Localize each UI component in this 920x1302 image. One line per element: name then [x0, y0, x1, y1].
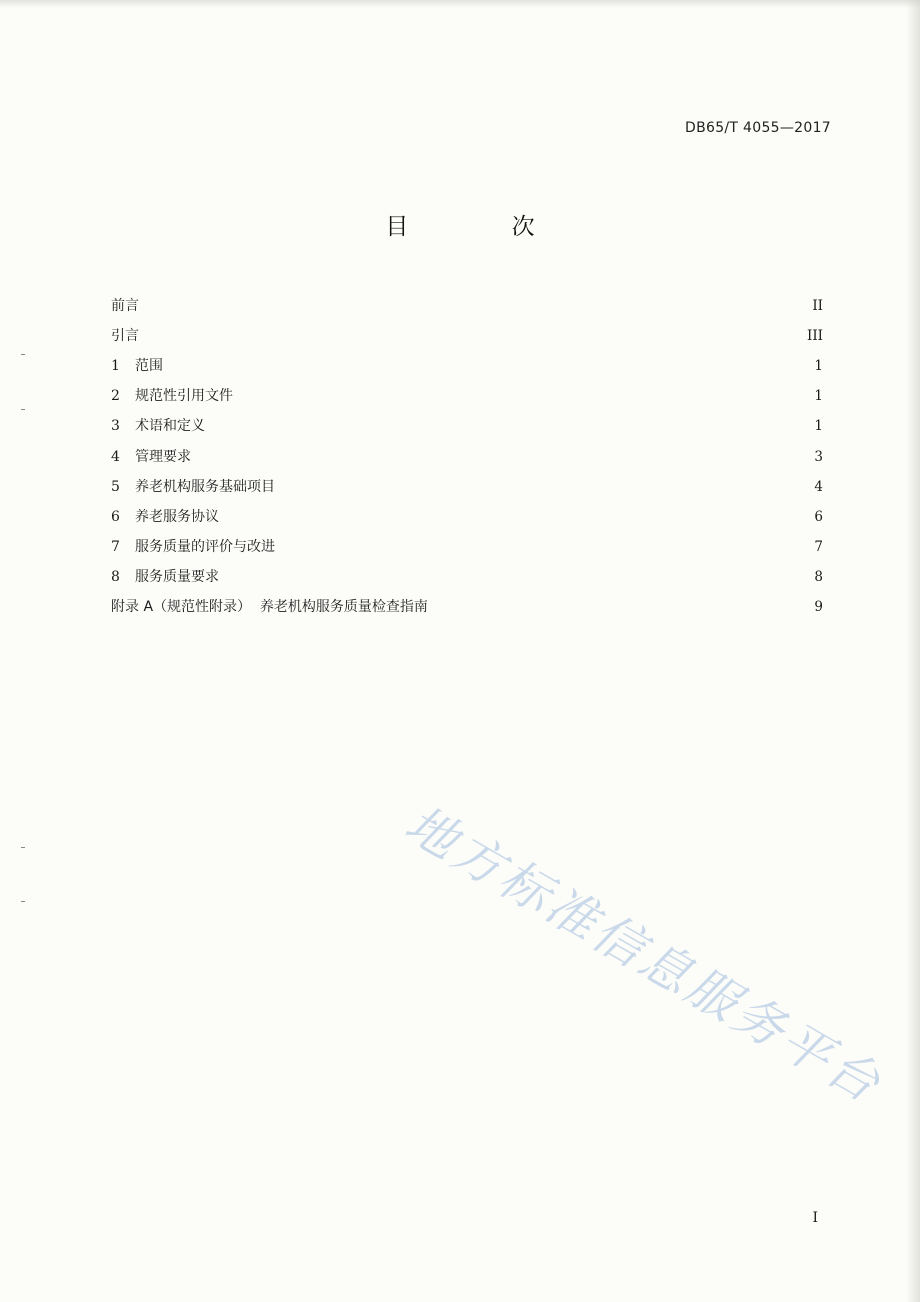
toc-entry-introduction[interactable] [111, 316, 823, 346]
toc-leader-dots [239, 390, 808, 402]
toc-entry-label: 服务质量要求 [135, 568, 219, 585]
toc-entry-page: 1 [814, 358, 823, 375]
toc-entry-number: 7 [111, 538, 120, 555]
toc-leader-dots [145, 300, 806, 312]
toc-entry-label: 前言 [111, 298, 139, 315]
toc-entry-normative-references[interactable] [111, 376, 823, 406]
scan-edge-right [906, 0, 920, 1302]
toc-entry-appendix-a[interactable] [111, 587, 823, 617]
toc-entry-number: 4 [111, 448, 120, 465]
toc-entry-label: 范围 [135, 358, 163, 375]
toc-entry-label: 养老服务协议 [135, 508, 219, 525]
toc-leader-dots [225, 511, 808, 523]
toc-entry-page: 8 [814, 568, 823, 585]
toc-entry-label: 术语和定义 [135, 418, 205, 435]
toc-entry-number: 6 [111, 508, 120, 525]
toc-entry-number: 8 [111, 568, 120, 585]
table-of-contents [111, 286, 823, 617]
toc-entry-page: 3 [814, 448, 823, 465]
page-number: I [812, 1210, 818, 1226]
toc-leader-dots [281, 541, 808, 553]
toc-entry-quality-evaluation[interactable] [111, 527, 823, 557]
document-code: DB65/T 4055—2017 [685, 120, 831, 136]
margin-tick [21, 354, 25, 355]
toc-leader-dots [169, 360, 808, 372]
toc-entry-label: 管理要求 [135, 448, 191, 465]
toc-entry-label: 养老机构服务基础项目 [135, 478, 275, 495]
toc-leader-dots [211, 420, 808, 432]
toc-entry-page: 1 [814, 388, 823, 405]
toc-entry-label: 规范性引用文件 [135, 388, 233, 405]
toc-entry-page: III [807, 328, 823, 345]
toc-title: 目 次 [385, 214, 583, 240]
toc-entry-number: 1 [111, 358, 120, 375]
toc-entry-foreword[interactable] [111, 286, 823, 316]
toc-entry-number: 5 [111, 478, 120, 495]
margin-tick [21, 901, 25, 902]
toc-entry-page: 1 [814, 418, 823, 435]
toc-entry-basic-service-items[interactable] [111, 467, 823, 497]
toc-entry-number: 3 [111, 418, 120, 435]
toc-entry-number: 2 [111, 388, 120, 405]
toc-entry-scope[interactable] [111, 346, 823, 376]
toc-entry-management-requirements[interactable] [111, 436, 823, 466]
toc-entry-page: 7 [814, 538, 823, 555]
toc-entry-page: 6 [814, 508, 823, 525]
margin-tick [21, 847, 25, 848]
toc-entry-page: 9 [814, 599, 823, 616]
toc-leader-dots [281, 481, 808, 493]
toc-entry-terms-definitions[interactable] [111, 406, 823, 436]
watermark-text: 地方标准信息服务平台 [395, 794, 893, 1115]
toc-entry-page: 4 [814, 478, 823, 495]
toc-leader-dots [225, 571, 808, 583]
toc-entry-quality-requirements[interactable] [111, 557, 823, 587]
toc-entry-label: 附录 A（规范性附录） 养老机构服务质量检查指南 [111, 599, 428, 616]
toc-entry-label: 服务质量的评价与改进 [135, 538, 275, 555]
toc-leader-dots [197, 451, 808, 463]
toc-leader-dots [145, 330, 801, 342]
toc-entry-label: 引言 [111, 328, 139, 345]
toc-entry-page: II [812, 298, 823, 315]
scan-edge-top [0, 0, 920, 8]
margin-tick [21, 409, 25, 410]
toc-entry-service-agreement[interactable] [111, 497, 823, 527]
toc-leader-dots [434, 601, 808, 613]
